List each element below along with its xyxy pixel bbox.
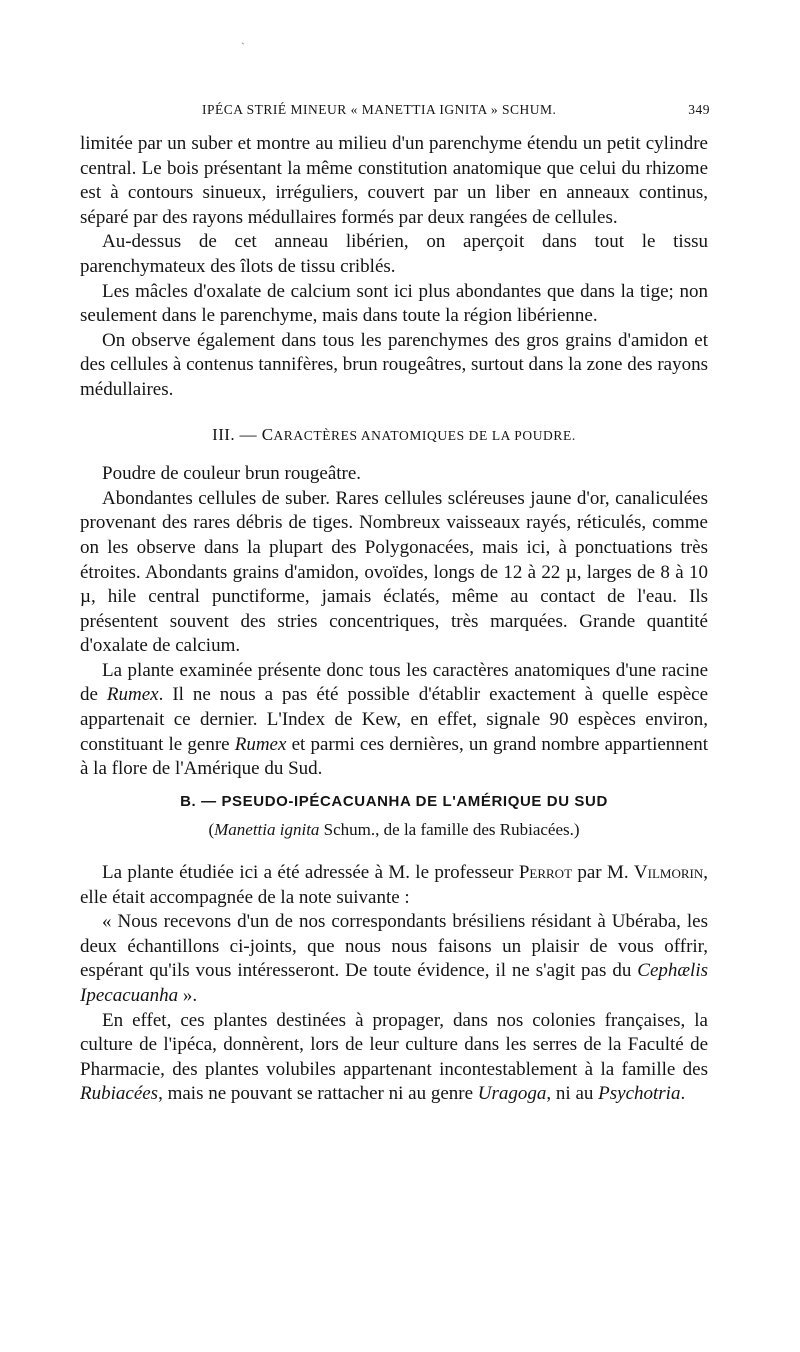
running-head-title: IPÉCA STRIÉ MINEUR « MANETTIA IGNITA » SCHUM. (202, 102, 557, 117)
body-text (80, 132, 708, 1107)
paragraph-en-effet (80, 1009, 708, 1107)
paragraph-quote (80, 910, 708, 1008)
section-subheading (80, 818, 708, 843)
paragraph-macles: Les mâcles d'oxalate de calcium sont ici plus abondantes que dans la tige; non seulement dans le parenchyme, mais dans toute la région libérienne. (80, 280, 708, 327)
text-span: , elle était accompagnée de la note suivante : (80, 862, 708, 908)
text-span: La plante étudiée ici a été adressée à M. le professeur (102, 862, 519, 884)
section-numeral: III. — (212, 424, 262, 444)
text-span: Schum., de la famille des Rubiacées.) (319, 820, 580, 840)
text-span: La plante examinée présente donc tous les caractères anatomiques d'une racine de (80, 659, 708, 706)
section-heading-b: B. — PSEUDO-IPÉCACUANHA DE L'AMÉRIQUE DU SUD (180, 792, 608, 810)
paragraph-rumex (80, 659, 708, 782)
paragraph-amidon: On observe également dans tous les parenchymes des gros grains d'amidon et des cellules à contenus tannifères, brun rougeâtres, surtout dans la zone des rayons médullaires. (80, 329, 708, 400)
taxon-uragoga: Uragoga (477, 1083, 547, 1105)
name-perrot: Perrot (518, 862, 573, 884)
section-title-cap: C (261, 424, 274, 444)
paragraph-cellules: Abondantes cellules de suber. Rares cellules scléreuses jaune d'or, canaliculées provenant des rares débris de tiges. Nombreux vaisseaux rayés, réticulés, comme on les observe dans la plupart des Polygonacées, mais ici, à ponctuations très étroites. Abondants grains d'amidon, ovoïdes, longs de 12 à 22 µ, larges de 8 à 10 µ, hile central punctiforme, jamais éclatés, même au contact de l'eau. Ils présentent souvent des stries concentriques, très marquées. Grande quantité d'oxalate de calcium. (80, 487, 708, 657)
paragraph-poudre: Poudre de couleur brun rougeâtre. (102, 463, 362, 485)
taxon-rumex: Rumex (234, 733, 287, 755)
taxon-cephaelis: Cephælis Ipecacuanha (80, 960, 708, 1006)
taxon-rubiacees: Rubiacées (80, 1083, 159, 1105)
text-span: « Nous recevons d'un de nos correspondants brésiliens résidant à Ubéraba, les deux échantillons ci-joints, que nous nous faisons un plaisir de vous offrir, espérant qu'ils vous intéresseront. De toute évidence, il ne s'agit pas du (80, 911, 708, 982)
paragraph-plante-etudiee (80, 861, 708, 910)
name-vilmorin: Vilmorin (633, 862, 704, 884)
text-span: . Il ne nous a pas été possible d'établir exactement à quelle espèce appartenait ce dernier. L'Index de Kew, en effet, signale 90 espèces environ, constituant le genre (80, 684, 708, 755)
text-span: ( (208, 820, 215, 840)
paragraph-continued: limitée par un suber et montre au milieu d'un parenchyme étendu un petit cylindre central. Le bois présentant la même constitution anatomique que celui du rhizome est à contours sinueux, irréguliers, couvert par un liber en anneaux continus, séparé par des rayons médullaires formés par deux rangées de cellules. (80, 133, 708, 228)
text-span: ». (178, 985, 198, 1006)
text-span: . (680, 1083, 686, 1105)
text-span: par M. (572, 862, 634, 884)
text-span: , mais ne pouvant se rattacher ni au genre (158, 1083, 478, 1105)
text-span: En effet, ces plantes destinées à propager, dans nos colonies françaises, la culture de l'ipéca, donnèrent, lors de leur culture dans les serres de la Faculté de Pharmacie, des plantes volubiles appartenant incontestablement à la famille des (80, 1009, 708, 1080)
section-heading-iii (80, 423, 708, 449)
paragraph-liberien: Au-dessus de cet anneau libérien, on aperçoit dans tout le tissu parenchymateux des îlots de tissu criblés. (80, 231, 708, 277)
text-span: , ni au (546, 1083, 599, 1105)
taxon-rumex: Rumex (106, 684, 159, 706)
taxon-manettia: Manettia ignita (214, 820, 320, 840)
text-span: et parmi ces dernières, un grand nombre appartiennent à la flore de l'Amérique du Sud. (80, 733, 708, 780)
scan-speck: ˋ (241, 40, 245, 54)
page-number: 349 (688, 102, 710, 117)
section-title-rest: ARACTÈRES ANATOMIQUES DE LA POUDRE. (273, 427, 576, 443)
taxon-psychotria: Psychotria (598, 1083, 681, 1105)
